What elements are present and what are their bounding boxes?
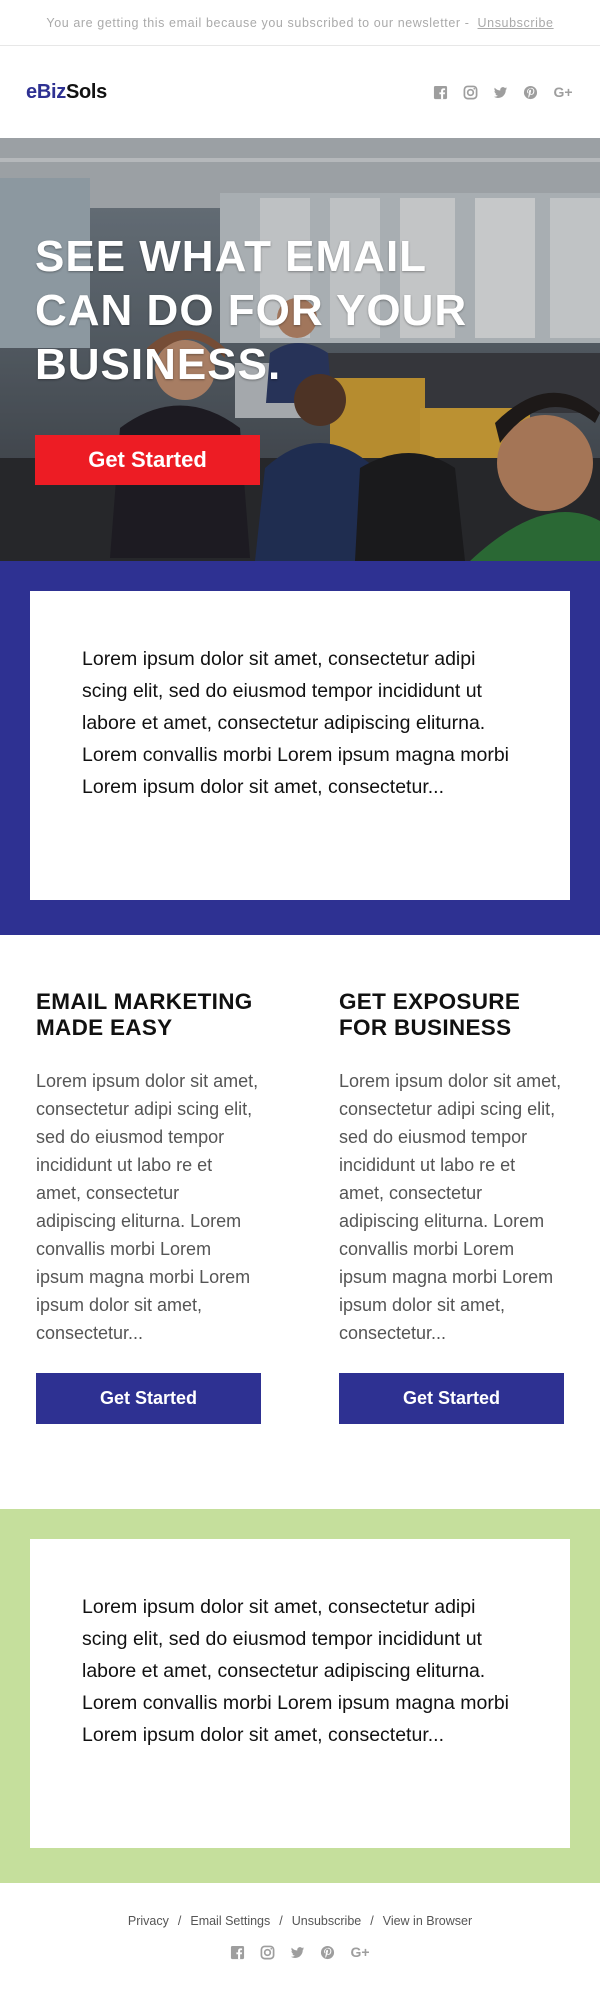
feature-title-1: EMAIL MARKETING MADE EASY (36, 989, 253, 1040)
google-plus-icon[interactable]: G+ (553, 84, 573, 100)
footer-link-unsubscribe[interactable]: Unsubscribe (291, 1914, 362, 1928)
instagram-icon[interactable] (259, 1944, 275, 1960)
outro-text: Lorem ipsum dolor sit amet, consectetur adipi scing elit, sed do eiusmod tempor incididunt ut labore et amet, consectetur adipiscing eliturna. Lorem convallis morbi Lorem ipsum magna morbi Lorem ipsum dolor sit amet, consectetur... (82, 1596, 509, 1746)
intro-section (0, 561, 600, 935)
facebook-icon[interactable] (229, 1944, 245, 1960)
intro-card (30, 591, 570, 900)
footer-separator: / (370, 1914, 374, 1928)
outro-card (30, 1539, 570, 1848)
hero-banner (0, 138, 600, 561)
footer-link-privacy[interactable]: Privacy (127, 1914, 169, 1928)
hero-title: SEE WHAT EMAIL CAN DO FOR YOUR BUSINESS. (35, 232, 468, 389)
footer-link-email-settings[interactable]: Email Settings (190, 1914, 271, 1928)
feature-column-2 (339, 989, 564, 1509)
logo[interactable] (26, 81, 107, 104)
instagram-icon[interactable] (462, 84, 478, 100)
header-social-links (418, 84, 574, 100)
intro-text: Lorem ipsum dolor sit amet, consectetur adipi scing elit, sed do eiusmod tempor incididunt ut labore et amet, consectetur adipiscing eliturna. Lorem convallis morbi Lorem ipsum magna morbi Lorem ipsum dolor sit amet, consectetur... (82, 648, 509, 798)
pinterest-icon[interactable] (319, 1944, 335, 1960)
twitter-icon[interactable] (492, 84, 508, 100)
email-header (0, 46, 600, 138)
feature-get-started-button-1[interactable]: Get Started (36, 1373, 261, 1424)
logo-part-1: eBiz (26, 80, 66, 103)
footer-separator: / (177, 1914, 182, 1928)
feature-text-2: Lorem ipsum dolor sit amet, consectetur adipi scing elit, sed do eiusmod tempor incididunt ut labo re et amet, consectetur adipiscing eliturna. Lorem convallis morbi Lorem ipsum magna morbi Lorem ipsum dolor sit amet, consectetur... (339, 1071, 562, 1343)
features-section (0, 935, 600, 1509)
outro-section (0, 1509, 600, 1883)
twitter-icon[interactable] (289, 1944, 305, 1960)
logo-part-2: Sols (65, 80, 107, 103)
feature-text-1: Lorem ipsum dolor sit amet, consectetur adipi scing elit, sed do eiusmod tempor incididunt ut labo re et amet, consectetur adipiscing eliturna. Lorem convallis morbi Lorem ipsum magna morbi Lorem ipsum dolor sit amet, consectetur... (36, 1071, 259, 1343)
pinterest-icon[interactable] (522, 84, 538, 100)
google-plus-icon[interactable]: G+ (350, 1944, 370, 1960)
feature-get-started-button-2[interactable]: Get Started (339, 1373, 564, 1424)
feature-title-2: GET EXPOSURE FOR BUSINESS (339, 989, 521, 1040)
footer-social-links (0, 1944, 600, 1960)
preheader-text: You are getting this email because you subscribed to our newsletter - (46, 15, 470, 30)
preheader-bar (0, 0, 600, 46)
hero-get-started-button[interactable]: Get Started (35, 435, 260, 485)
email-footer (0, 1883, 600, 1960)
feature-column-1 (36, 989, 261, 1509)
footer-separator: / (279, 1914, 283, 1928)
footer-links (0, 1914, 600, 1928)
footer-link-view-in-browser[interactable]: View in Browser (382, 1914, 473, 1928)
facebook-icon[interactable] (432, 84, 448, 100)
unsubscribe-link[interactable]: Unsubscribe (477, 15, 554, 30)
